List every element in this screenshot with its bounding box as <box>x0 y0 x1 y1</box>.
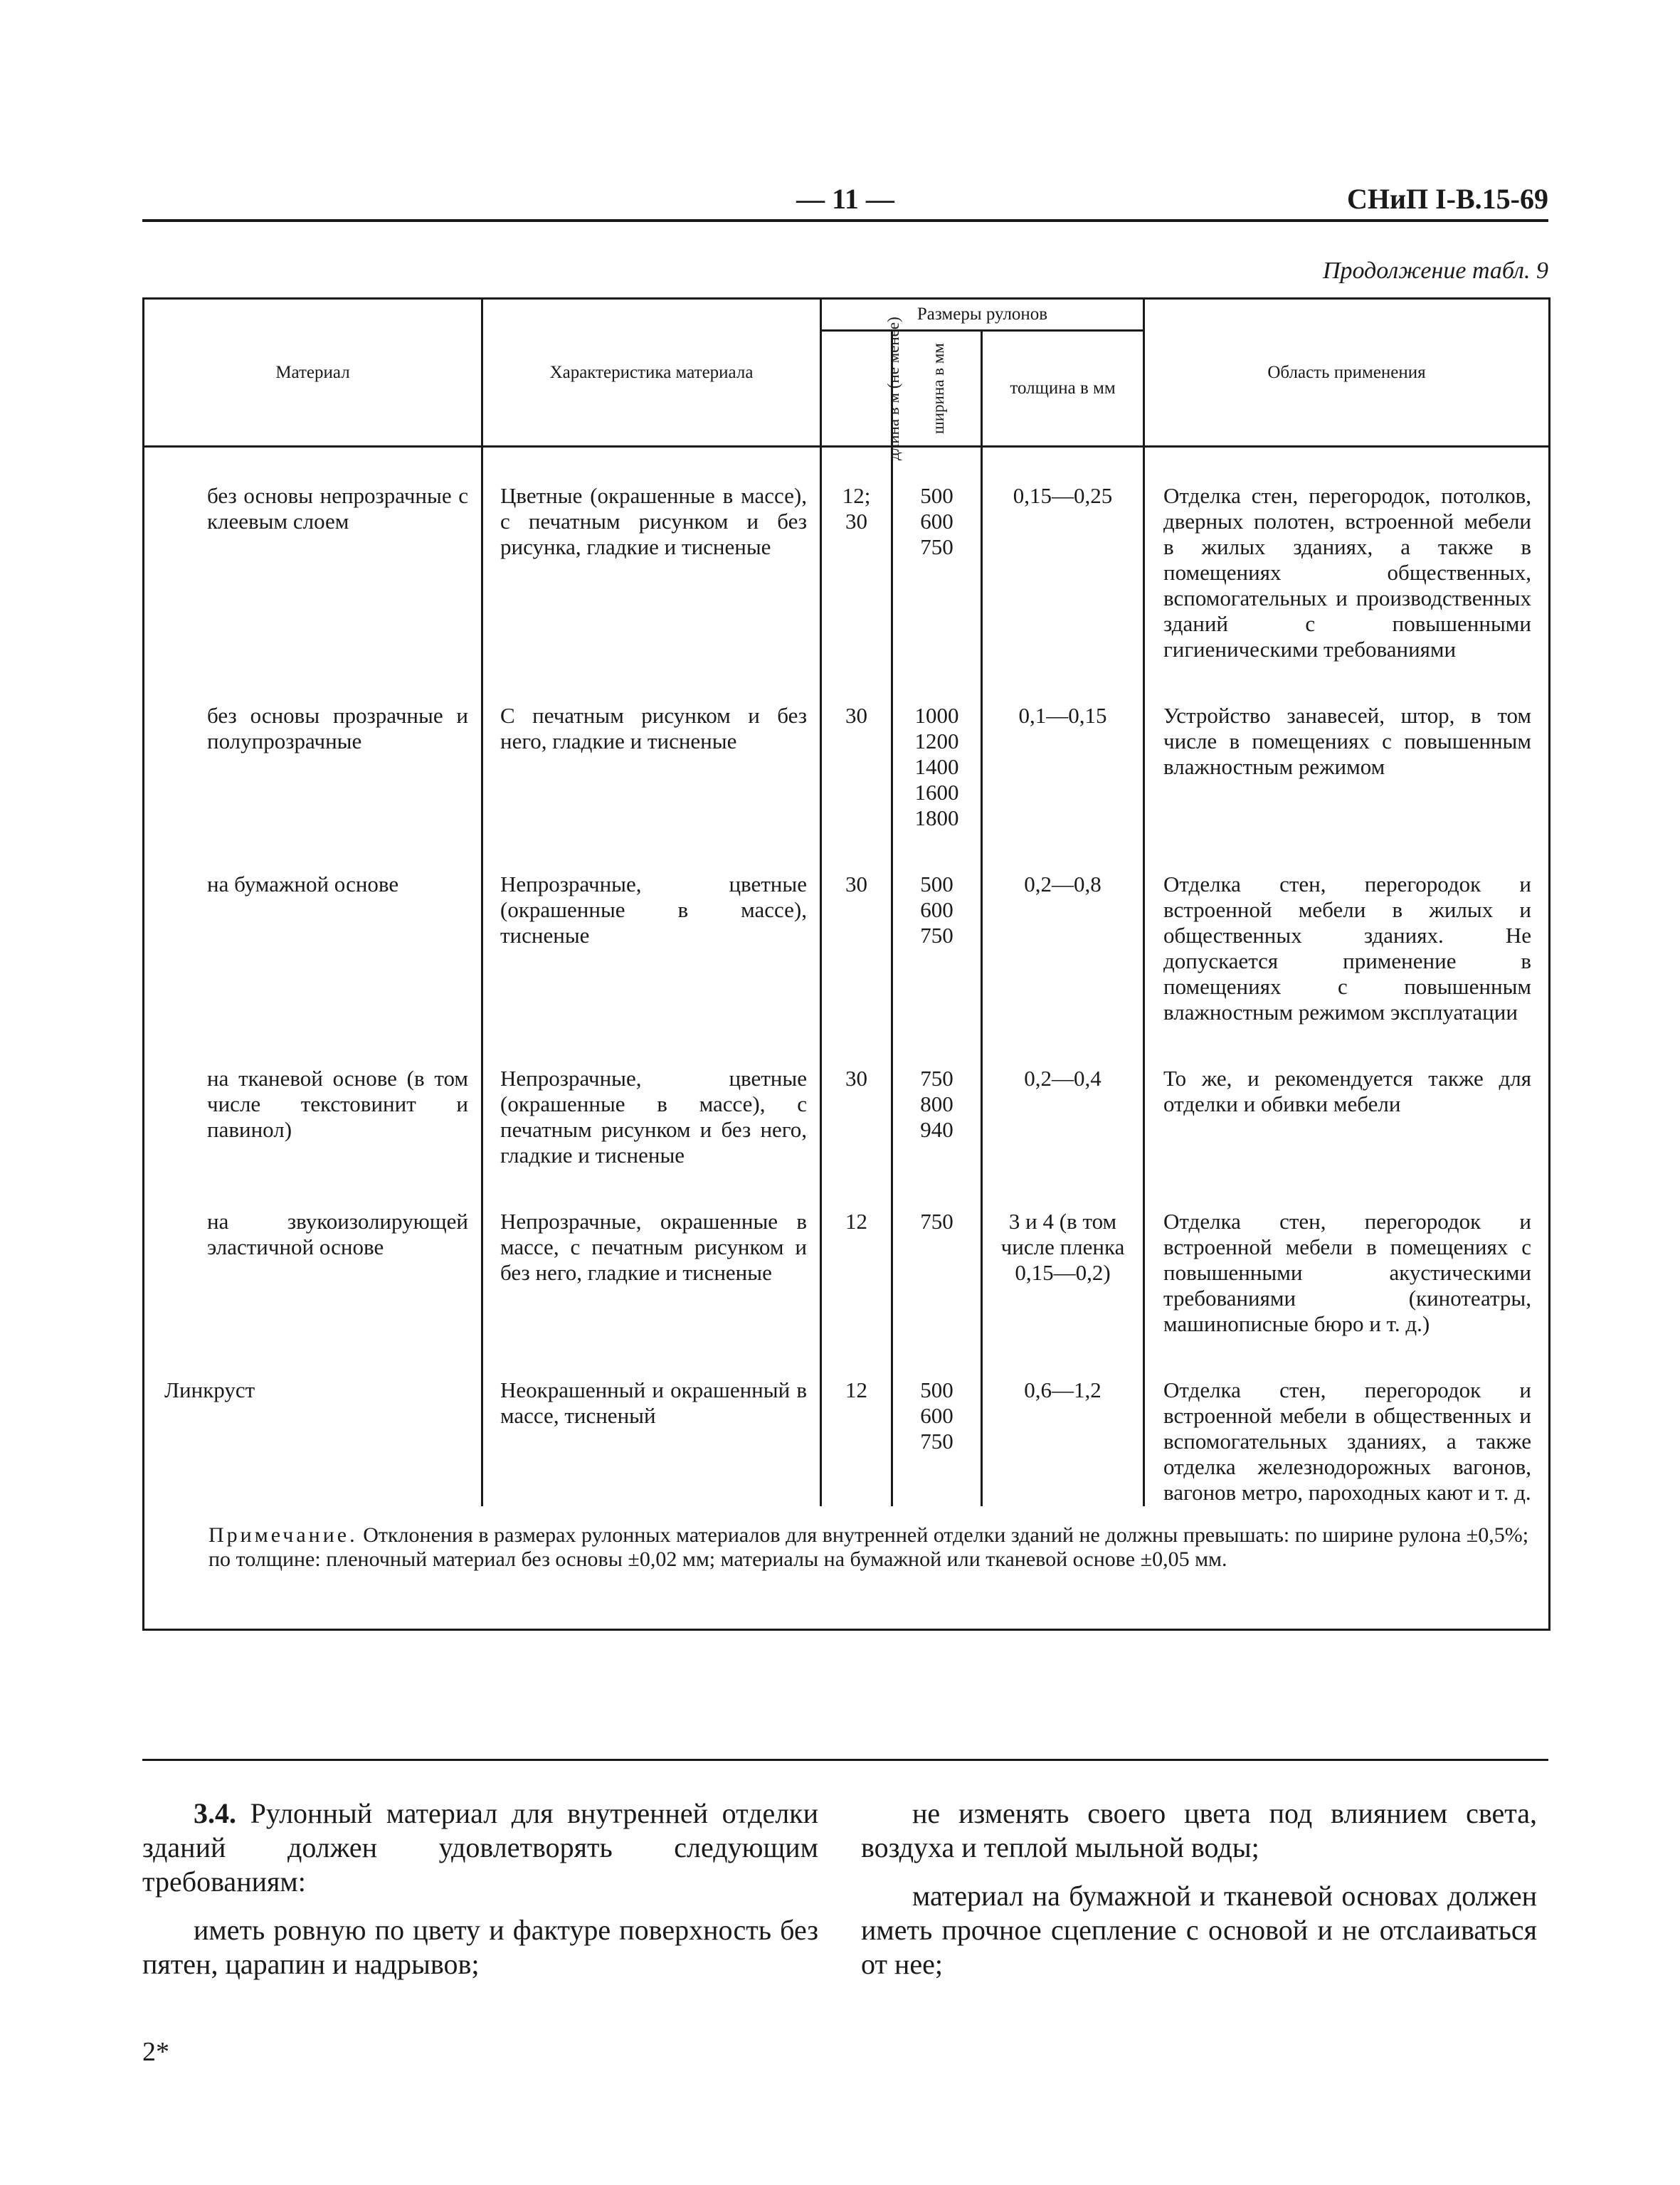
cell-length: 30 <box>821 1026 892 1169</box>
table-9-continuation <box>142 297 1548 1631</box>
cell-area: Отделка стен, перегородок, потолков, дверных полотен, встроенной мебели в жилых зданиях, а также в помещениях общественных, вспомогательных и производственных зданий с повышенными гигиеническими требованиями <box>1144 447 1550 664</box>
cell-area: Отделка стен, перегородок и встроенной мебели в помещениях с повышенными акустическими требованиями (кинотеатры, машинописные бюро и т. д.) <box>1144 1169 1550 1338</box>
cell-thickness: 3 и 4 (в том числе пленка 0,15—0,2) <box>982 1169 1144 1338</box>
cell-material: на тканевой основе (в том числе текстовинит и павинол) <box>144 1026 482 1169</box>
section-number: 3.4. <box>194 1797 236 1829</box>
table-row <box>144 1169 1550 1338</box>
cell-characteristic: Цветные (окрашенные в массе), с печатным рисунком и без рисунка, гладкие и тисненые <box>482 447 821 664</box>
col-header-area: Область применения <box>1144 299 1550 447</box>
cell-width: 750 800 940 <box>892 1026 982 1169</box>
paragraph-text: Рулонный материал для внутренней отделки зданий должен удовлетворять следующим требованиям: <box>142 1797 818 1898</box>
cell-thickness: 0,2—0,8 <box>982 832 1144 1026</box>
page-header <box>142 179 1548 222</box>
cell-thickness: 0,6—1,2 <box>982 1338 1144 1506</box>
cell-width: 1000 1200 1400 1600 1800 <box>892 663 982 832</box>
header-rule <box>142 219 1548 222</box>
cell-thickness: 0,2—0,4 <box>982 1026 1144 1169</box>
col-header-characteristic: Характеристика материала <box>482 299 821 447</box>
table-note-row <box>144 1506 1550 1630</box>
cell-material: Линкруст <box>144 1338 482 1506</box>
cell-length: 12 <box>821 1169 892 1338</box>
table-row <box>144 832 1550 1026</box>
cell-width: 750 <box>892 1169 982 1338</box>
signature-mark: 2* <box>142 2037 169 2067</box>
left-column <box>142 1797 818 1996</box>
cell-width: 500 600 750 <box>892 832 982 1026</box>
cell-width: 500 600 750 <box>892 447 982 664</box>
cell-length: 12; 30 <box>821 447 892 664</box>
cell-area: Отделка стен, перегородок и встроенной мебели в жилых и общественных зданиях. Не допускается применение в помещениях с повышенным влажностным режимом эксплуатации <box>1144 832 1550 1026</box>
cell-thickness: 0,1—0,15 <box>982 663 1144 832</box>
cell-width: 500 600 750 <box>892 1338 982 1506</box>
cell-material: без основы прозрачные и полупрозрачные <box>144 663 482 832</box>
col-header-sizes: Размеры рулонов <box>821 299 1144 331</box>
paragraph: не изменять своего цвета под влиянием света, воздуха и теплой мыльной воды; <box>861 1797 1537 1863</box>
paragraph <box>142 1797 818 1899</box>
paragraph: иметь ровную по цвету и фактуре поверхность без пятен, царапин и надрывов; <box>142 1914 818 1980</box>
table-row <box>144 1026 1550 1169</box>
table-row <box>144 663 1550 832</box>
col-header-width: ширина в мм <box>892 331 982 447</box>
table-continuation-label: Продолжение табл. 9 <box>1322 258 1548 284</box>
col-header-length: длина в м (не менее) <box>821 331 892 447</box>
col-header-material: Материал <box>144 299 482 447</box>
materials-table <box>142 297 1550 1631</box>
document-code: СНиП I-В.15-69 <box>1346 183 1548 215</box>
table-row <box>144 447 1550 664</box>
cell-length: 30 <box>821 663 892 832</box>
note-text: Отклонения в размерах рулонных материалов для внутренней отделки зданий не должны превышать: по ширине рулона ±0,5%; по толщине: пленочный материал без основы ±0,02 мм; материалы на бумажной или тканевой основе ±0,05 мм. <box>208 1523 1529 1571</box>
table-row <box>144 1338 1550 1506</box>
cell-characteristic: Непрозрачные, цветные (окрашенные в массе), тисненые <box>482 832 821 1026</box>
cell-characteristic: Непрозрачные, цветные (окрашенные в массе), с печатным рисунком и без него, гладкие и тисненые <box>482 1026 821 1169</box>
cell-characteristic: Непрозрачные, окрашенные в массе, с печатным рисунком и без него, гладкие и тисненые <box>482 1169 821 1338</box>
paragraph: материал на бумажной и тканевой основах должен иметь прочное сцепление с основой и не отслаиваться от нее; <box>861 1880 1537 1980</box>
right-column <box>861 1797 1537 1996</box>
cell-material: на звукоизолирующей эластичной основе <box>144 1169 482 1338</box>
cell-material: на бумажной основе <box>144 832 482 1026</box>
page-number: — 11 — <box>796 183 894 215</box>
cell-length: 12 <box>821 1338 892 1506</box>
note-label: Примечание. <box>208 1523 358 1547</box>
cell-length: 30 <box>821 832 892 1026</box>
cell-characteristic: Неокрашенный и окрашенный в массе, тисненый <box>482 1338 821 1506</box>
cell-thickness: 0,15—0,25 <box>982 447 1144 664</box>
table-bottom-rule <box>142 1759 1548 1761</box>
col-header-thickness: толщина в мм <box>982 331 1144 447</box>
table-note <box>144 1506 1550 1630</box>
cell-area: То же, и рекомендуется также для отделки и обивки мебели <box>1144 1026 1550 1169</box>
cell-area: Устройство занавесей, штор, в том числе в помещениях с повышенным влажностным режимом <box>1144 663 1550 832</box>
cell-material: без основы непрозрачные с клеевым слоем <box>144 447 482 664</box>
cell-characteristic: С печатным рисунком и без него, гладкие и тисненые <box>482 663 821 832</box>
cell-area: Отделка стен, перегородок и встроенной мебели в общественных и вспомогательных зданиях, а также отделка железнодорожных вагонов, вагонов метро, пароходных кают и т. д. <box>1144 1338 1550 1506</box>
